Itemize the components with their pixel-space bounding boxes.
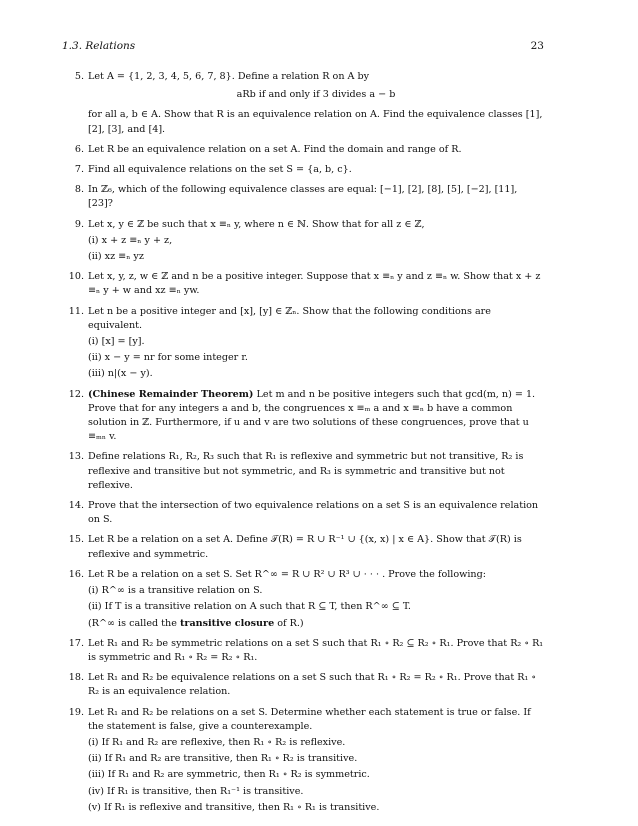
definition-note	[88, 617, 544, 631]
problem-number: 11.	[68, 305, 84, 317]
problem-number: 12.	[68, 388, 84, 400]
sub-item: (i) x + z ≡ₙ y + z,	[88, 234, 173, 246]
sub-item: (ii) If T is a transitive relation on A such that R ⊆ T, then R^∞ ⊆ T.	[88, 601, 411, 613]
problem-number: 13.	[68, 451, 84, 463]
problem-text: Define relations R₁, R₂, R₃ such that R₁ is reflexive and symmetric but not transitive, R₂ is reflexive and transitive but not symmetric, and R₃ is symmetric and transitive but not reflexive.	[88, 451, 524, 491]
problem-number: 5.	[74, 71, 84, 82]
problem-text: Let x, y ∈ ℤ be such that x ≡ₙ y, where n ∈ ℕ. Show that for all z ∈ ℤ,	[88, 218, 425, 230]
problem-19	[62, 706, 544, 815]
problem-text: Let R₁ and R₂ be equivalence relations on a set S such that R₁ ∘ R₂ = R₂ ∘ R₁. Prove that R₁ ∘ R₂ is an equivalence relation.	[88, 672, 537, 698]
problem-text: Let R be a relation on a set A. Define 𝒯(R) = R ∪ R⁻¹ ∪ {(x, x) | x ∈ A}. Show that 𝒯(R) is reflexive and symmetric.	[88, 534, 522, 560]
problem-text: In ℤ₆, which of the following equivalence classes are equal: [−1], [2], [8], [5], [−2], [11], [23]?	[88, 184, 518, 210]
sub-item: (ii) x − y = nr for some integer r.	[88, 352, 248, 364]
theorem-name: (Chinese Remainder Theorem)	[88, 388, 254, 400]
problem-number: 10.	[68, 271, 84, 283]
page-number: 23	[530, 40, 544, 52]
problem-text: Prove that the intersection of two equivalence relations on a set S is an equivalence relation on S.	[88, 500, 539, 526]
problem-7	[62, 163, 544, 177]
problem-list	[62, 70, 544, 821]
note-text: of R.)	[274, 617, 304, 629]
display-equation: aRb if and only if 3 divides a − b	[236, 89, 396, 101]
problem-text: Let n be a positive integer and [x], [y] ∈ ℤₙ. Show that the following conditions are equivalent.	[88, 305, 491, 331]
problem-number: 14.	[68, 500, 84, 512]
problem-number: 8.	[74, 184, 84, 196]
problem-17	[62, 637, 544, 665]
note-text: (R^∞ is called the	[88, 617, 180, 629]
problem-18	[62, 671, 544, 699]
problem-number: 16.	[68, 568, 84, 580]
problem-text: Let x, y, z, w ∈ ℤ and n be a positive integer. Suppose that x ≡ₙ y and z ≡ₙ w. Show that x + z ≡ₙ y + w and xz ≡ₙ yw.	[88, 271, 541, 297]
problem-12	[62, 388, 544, 445]
problem-number: 7.	[74, 164, 84, 176]
problem-number: 17.	[68, 637, 84, 649]
sub-item: (i) R^∞ is a transitive relation on S.	[88, 585, 263, 597]
section-title: 1.3. Relations	[62, 40, 136, 52]
sub-item: (v) If R₁ is reflexive and transitive, then R₁ ∘ R₁ is transitive.	[88, 801, 380, 813]
problem-text: Let R be an equivalence relation on a set A. Find the domain and range of R.	[88, 143, 462, 155]
problem-text-continued: for all a, b ∈ A. Show that R is an equivalence relation on A. Find the equivalence classes [1], [2], [3], and [4].	[88, 109, 543, 135]
problem-6	[62, 143, 544, 157]
problem-text: Let A = {1, 2, 3, 4, 5, 6, 7, 8}. Define a relation R on A by	[88, 71, 370, 82]
problem-8	[62, 183, 544, 211]
problem-statement: Let m and n be positive integers such that gcd(m, n) = 1. Prove that for any integers a and b, the congruences x ≡ₘ a and x ≡ₙ b have a common solution in ℤ. Furthermore, if u and v are two solutions of these congruences, prove that u ≡ₘₙ v.	[88, 388, 536, 443]
problem-9	[62, 218, 544, 265]
problem-10	[62, 270, 544, 298]
problem-11	[62, 305, 544, 382]
problem-number: 19.	[68, 706, 84, 718]
problem-text: Let R₁ and R₂ be relations on a set S. Determine whether each statement is true or false. If the statement is false, give a counterexample.	[88, 706, 531, 732]
sub-item: (iv) If R₁ is transitive, then R₁⁻¹ is transitive.	[88, 785, 304, 797]
problem-14	[62, 499, 544, 527]
sub-item: (i) [x] = [y].	[88, 336, 145, 348]
problem-text: Find all equivalence relations on the set S = {a, b, c}.	[88, 164, 352, 176]
problem-text: Let R be a relation on a set S. Set R^∞ = R ∪ R² ∪ R³ ∪ · · · . Prove the following:	[88, 568, 486, 580]
problem-text: Let R₁ and R₂ be symmetric relations on a set S such that R₁ ∘ R₂ ⊆ R₂ ∘ R₁. Prove that R₂ ∘ R₁ is symmetric and R₁ ∘ R₂ = R₂ ∘ R₁.	[88, 637, 544, 663]
problem-number: 15.	[68, 534, 84, 546]
problem-number: 6.	[74, 143, 84, 155]
running-header	[62, 40, 544, 56]
defined-term: transitive closure	[179, 617, 275, 629]
problem-16	[62, 568, 544, 631]
problem-number: 9.	[74, 218, 84, 230]
problem-number: 18.	[68, 672, 84, 684]
sub-item: (ii) xz ≡ₙ yz	[88, 251, 144, 263]
sub-item: (iii) If R₁ and R₂ are symmetric, then R₁ ∘ R₂ is symmetric.	[88, 769, 370, 781]
problem-5	[62, 70, 544, 137]
problem-15	[62, 533, 544, 561]
sub-item: (iii) n|(x − y).	[88, 368, 153, 380]
sub-item: (ii) If R₁ and R₂ are transitive, then R₁ ∘ R₂ is transitive.	[88, 753, 358, 765]
problem-text	[88, 388, 544, 445]
problem-13	[62, 450, 544, 493]
sub-item: (i) If R₁ and R₂ are reflexive, then R₁ ∘ R₂ is reflexive.	[88, 736, 346, 748]
